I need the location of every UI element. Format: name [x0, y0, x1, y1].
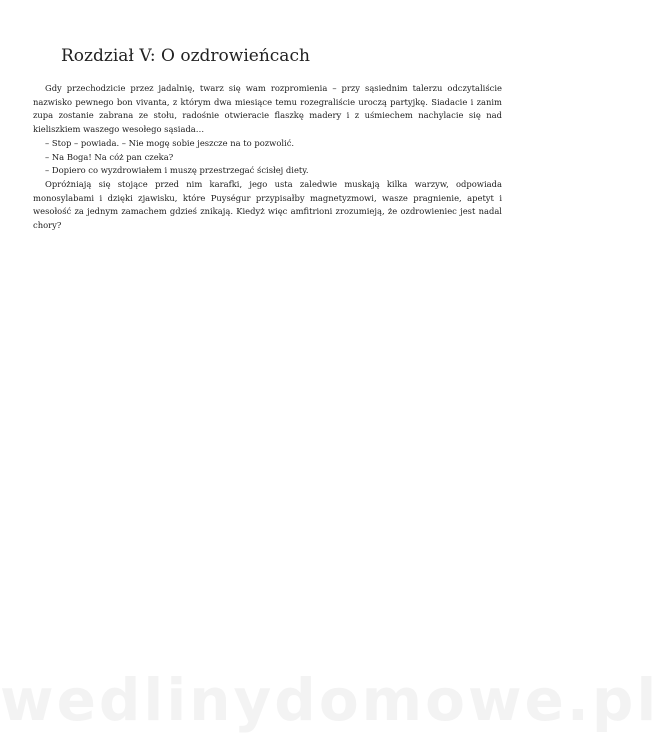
paragraph-opening: Gdy przechodzicie przez jadalnię, twarz się wam rozpromienia – przy sąsiednim talerzu odczytaliście nazwisko pewnego bon vivanta, z którym dwa miesiące temu rozegraliście uroczą partyjkę. Siadacie i zanim zupa zostanie zabrana ze stołu, radośnie otwieracie flaszkę madery i z uśmiechem nachylacie się nad kieliszkiem waszego wesołego sąsiada… — [33, 83, 502, 135]
chapter-title: Rozdział V: O ozdrowieńcach — [61, 46, 310, 66]
paragraph-closing: Opróżniają się stojące przed nim karafki, jego usta zaledwie muskają kilka warzyw, odpowiada monosylabami i dzięki zjawisku, które Puységur przypisałby magnetyzmowi, wasze pragnienie, apetyt i wesołość za jednym zamachem gdzieś znikają. Kiedyż więc amfitrioni zrozumieją, że ozdrowieniec jest nadal chory? — [33, 178, 502, 231]
dialogue-line: – Dopiero co wyzdrowiałem i muszę przestrzegać ścisłej diety. — [45, 165, 309, 176]
site-watermark: wedlinydomowe.pl — [0, 666, 659, 734]
dialogue-line: – Stop – powiada. – Nie mogę sobie jeszcze na to pozwolić. — [45, 137, 295, 148]
chapter-body — [33, 82, 502, 233]
dialogue-line: – Na Boga! Na cóż pan czeka? — [45, 151, 174, 162]
